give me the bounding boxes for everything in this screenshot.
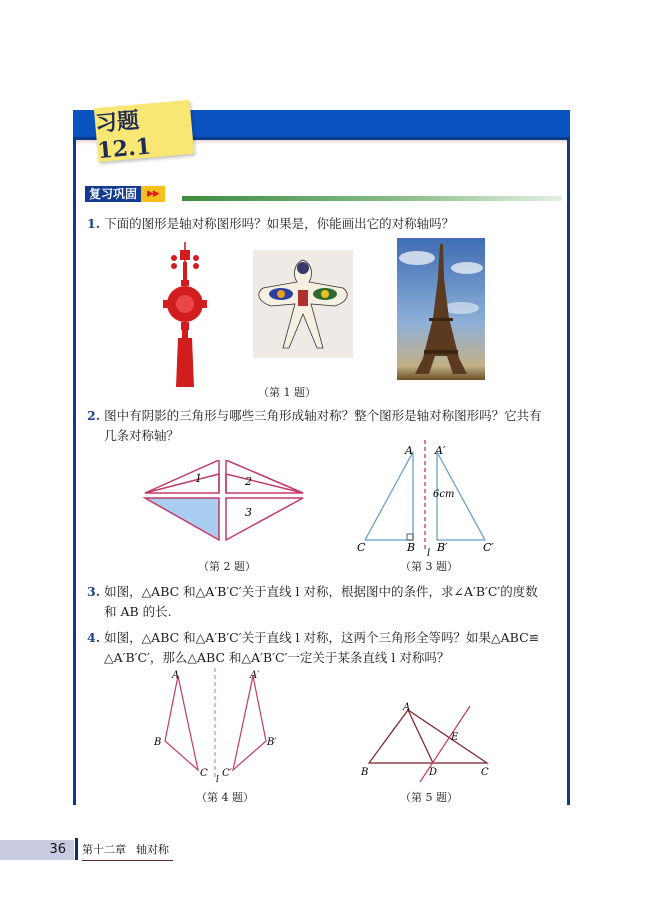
question-number: 1. <box>87 216 101 231</box>
question-text: 如图，△ABC 和△A′B′C′关于直线 l 对称，根据图中的条件，求∠A′B′C′的度数 <box>104 584 538 599</box>
chinese-knot-image <box>160 242 210 392</box>
question-number: 4. <box>87 630 101 645</box>
triangle-label-2: 2 <box>245 475 252 488</box>
triangle-label-3: 3 <box>245 506 252 519</box>
label-C-prime: C′ <box>483 541 494 554</box>
question-text: 下面的图形是轴对称图形吗？如果是，你能画出它的对称轴吗？ <box>104 216 455 231</box>
figure-2-diagram <box>135 460 310 545</box>
figure-3-caption: （第 3 题） <box>400 560 458 573</box>
label-B: B <box>361 767 369 778</box>
label-B-prime: B′ <box>267 737 277 748</box>
question-number: 3. <box>87 584 101 599</box>
label-length: 6cm <box>433 489 455 500</box>
figure-2-caption: （第 2 题） <box>198 560 256 573</box>
swallow-kite-image <box>253 250 353 358</box>
question-text: 如图，△ABC 和△A′B′C′关于直线 l 对称，这两个三角形全等吗？如果△ABC≌ <box>104 630 540 645</box>
section-header <box>85 186 165 202</box>
chapter-number: 第十二章 <box>82 843 126 856</box>
label-C: C <box>357 541 366 554</box>
figure-1-caption: （第 1 题） <box>258 386 316 399</box>
section-label: 复习巩固 <box>85 186 141 202</box>
label-B: B <box>154 737 162 748</box>
figure-4-diagram <box>150 668 280 783</box>
label-B: B <box>407 541 416 554</box>
label-C: C <box>200 768 208 779</box>
label-C: C <box>481 767 489 778</box>
page-number: 36 <box>0 840 74 860</box>
label-A: A <box>172 670 180 681</box>
question-text-continued: 和 AB 的长. <box>104 604 172 619</box>
chapter-title: 轴对称 <box>136 843 169 856</box>
label-A-prime: A′ <box>250 670 260 681</box>
label-B-prime: B′ <box>437 541 448 554</box>
triangle-label-1: 1 <box>195 472 202 485</box>
section-divider <box>182 196 562 201</box>
figure-5-caption: （第 5 题） <box>400 791 458 804</box>
question-text-continued: △A′B′C′，那么△ABC 和△A′B′C′一定关于某条直线 l 对称吗？ <box>104 650 450 665</box>
chapter-heading <box>82 840 173 861</box>
label-l: l <box>427 548 431 559</box>
eiffel-tower-image <box>397 238 485 380</box>
label-l: l <box>216 775 219 783</box>
figure-5-diagram <box>355 700 495 782</box>
label-C-prime: C′ <box>222 768 232 779</box>
exercise-title: 习题12.1 <box>94 106 153 164</box>
figure-4-caption: （第 4 题） <box>196 791 254 804</box>
figure-3-diagram <box>345 440 505 560</box>
question-3 <box>87 582 538 622</box>
double-arrow-icon: ▶▶ <box>141 186 165 202</box>
label-A: A <box>405 444 413 457</box>
question-number: 2. <box>87 408 101 423</box>
label-E: E <box>451 732 459 743</box>
question-text: 图中有阴影的三角形与哪些三角形成轴对称？整个图形是轴对称图形吗？它共有 <box>104 408 542 423</box>
footer-divider <box>75 838 78 860</box>
label-A-prime: A′ <box>435 444 446 457</box>
label-D: D <box>429 767 438 778</box>
question-1 <box>87 214 454 234</box>
question-4 <box>87 628 539 668</box>
label-A: A <box>403 702 411 713</box>
question-text-continued: 几条对称轴？ <box>104 428 180 443</box>
exercise-title-note <box>94 100 194 162</box>
